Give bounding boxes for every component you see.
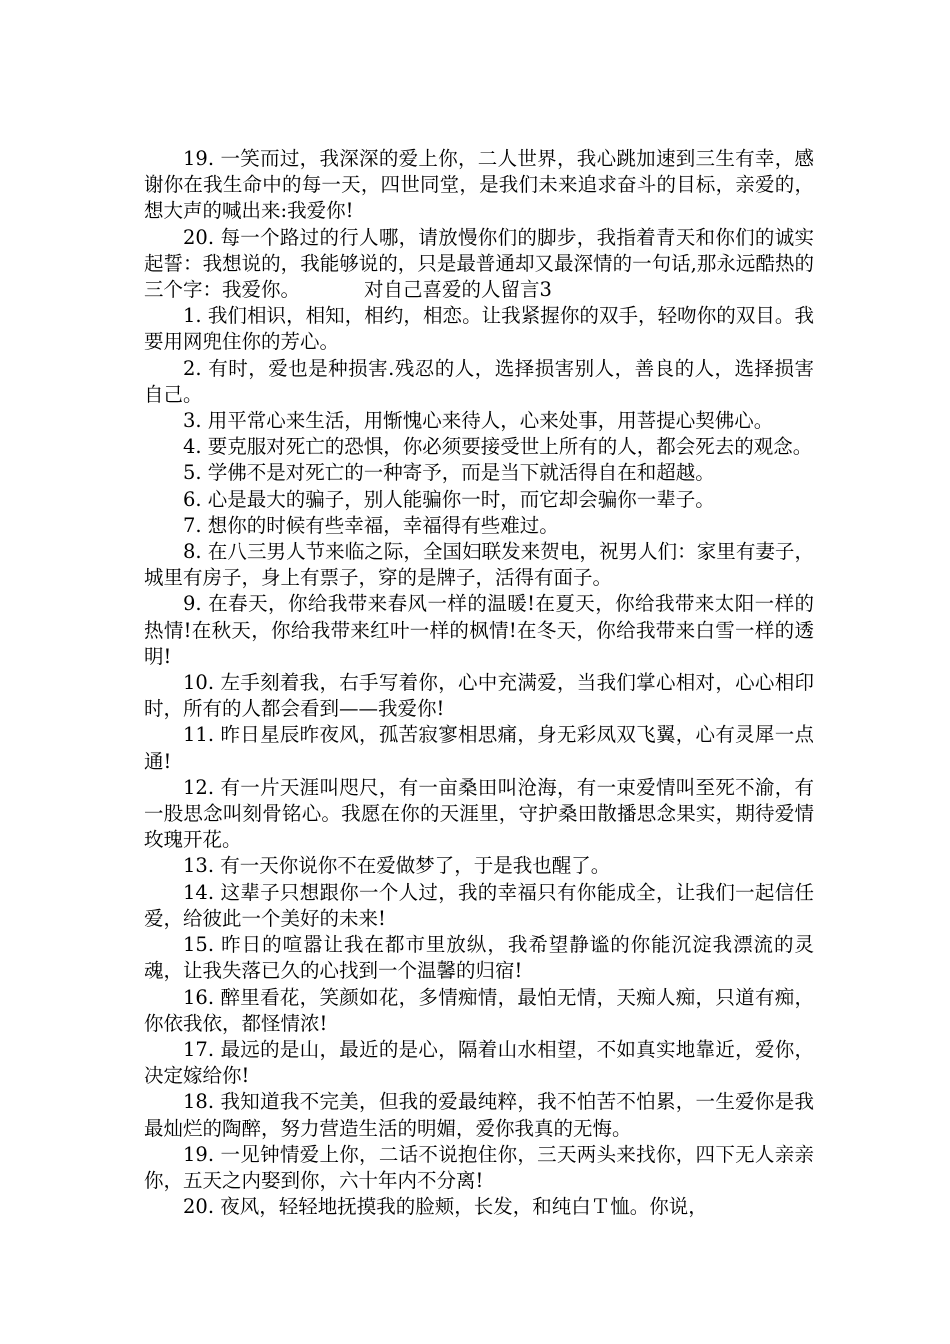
paragraph-13 — [144, 722, 814, 774]
paragraph-11-text: 9. 在春天，你给我带来春风一样的温暖!在夏天，你给我带来太阳一样的热情!在秋天，你给我带来红叶一样的枫情!在冬天，你给我带来白雪一样的透明! — [144, 592, 814, 668]
section-heading: 对自己喜爱的人留言3 — [364, 278, 552, 302]
paragraph-6-text: 4. 要克服对死亡的恐惧，你必须要接受世上所有的人，都会死去的观念。 — [183, 435, 813, 459]
paragraph-16-text: 14. 这辈子只想跟你一个人过，我的幸福只有你能成全，让我们一起信任爱，给彼此一个美好的未来! — [144, 880, 814, 930]
paragraph-14 — [144, 775, 814, 854]
paragraph-2 — [144, 225, 814, 304]
paragraph-8-text: 6. 心是最大的骗子，别人能骗你一时，而它却会骗你一辈子。 — [183, 487, 715, 511]
paragraph-17 — [144, 932, 814, 984]
paragraph-1-text: 19. 一笑而过，我深深的爱上你，二人世界，我心跳加速到三生有幸，感谢你在我生命中的每一天，四世同堂，是我们未来追求奋斗的目标，亲爱的，想大声的喊出来:我爱你! — [144, 147, 814, 223]
paragraph-7 — [144, 460, 814, 486]
paragraph-3-text: 1. 我们相识，相知，相约，相恋。让我紧握你的双手，轻吻你的双目。我要用网兜住你的芳心。 — [144, 304, 814, 354]
paragraph-22-text: 20. 夜风，轻轻地抚摸我的脸颊，长发，和纯白Ｔ恤。你说， — [183, 1195, 708, 1219]
paragraph-21 — [144, 1142, 814, 1194]
paragraph-15-text: 13. 有一天你说你不在爱做梦了，于是我也醒了。 — [183, 854, 611, 878]
paragraph-11 — [144, 591, 814, 670]
paragraph-9-text: 7. 想你的时候有些幸福，幸福得有些难过。 — [183, 513, 559, 537]
paragraph-19-text: 17. 最远的是山，最近的是心，隔着山水相望，不如真实地靠近，爱你，决定嫁给你! — [144, 1037, 814, 1088]
paragraph-18-text: 16. 醉里看花，笑颜如花，多情痴情，最怕无情，天痴人痴，只道有痴，你依我依，都怪情浓! — [144, 985, 814, 1035]
paragraph-4-text: 2. 有时，爱也是种损害.残忍的人，选择损害别人，善良的人，选择损害自己。 — [144, 356, 814, 406]
paragraph-16 — [144, 880, 814, 932]
document-page — [144, 146, 814, 1220]
paragraph-20 — [144, 1089, 814, 1141]
paragraph-18 — [144, 985, 814, 1037]
paragraph-13-text: 11. 昨日星辰昨夜风，孤苦寂寥相思痛，身无彩凤双飞翼，心有灵犀一点通! — [144, 723, 814, 773]
paragraph-9 — [144, 513, 814, 539]
paragraph-1 — [144, 146, 814, 225]
paragraph-7-text: 5. 学佛不是对死亡的一种寄予，而是当下就活得自在和超越。 — [183, 461, 715, 485]
paragraph-8 — [144, 487, 814, 513]
paragraph-19 — [144, 1037, 814, 1089]
paragraph-10 — [144, 539, 814, 591]
paragraph-22 — [144, 1194, 814, 1220]
paragraph-20-text: 18. 我知道我不完美，但我的爱最纯粹，我不怕苦不怕累，一生爱你是我最灿烂的陶醉，努力营造生活的明媚，爱你我真的无悔。 — [144, 1090, 814, 1140]
paragraph-12-text: 10. 左手刻着我，右手写着你，心中充满爱，当我们掌心相对，心心相印时，所有的人都会看到——我爱你! — [144, 671, 814, 721]
paragraph-14-text: 12. 有一片天涯叫咫尺，有一亩桑田叫沧海，有一束爱情叫至死不渝，有一股思念叫刻骨铭心。我愿在你的天涯里，守护桑田散播思念果实，期待爱情玫瑰开花。 — [144, 775, 814, 852]
paragraph-12 — [144, 670, 814, 722]
paragraph-10-text: 8. 在八三男人节来临之际，全国妇联发来贺电，祝男人们：家里有妻子，城里有房子，身上有票子，穿的是牌子，活得有面子。 — [144, 540, 814, 590]
paragraph-6 — [144, 434, 814, 460]
paragraph-21-text: 19. 一见钟情爱上你，二话不说抱住你，三天两头来找你，四下无人亲亲你，五天之内娶到你，六十年内不分离! — [144, 1142, 814, 1192]
paragraph-5-text: 3. 用平常心来生活，用惭愧心来待人，心来处事，用菩提心契佛心。 — [183, 409, 774, 433]
paragraph-17-text: 15. 昨日的喧嚣让我在都市里放纵，我希望静谧的你能沉淀我漂流的灵魂，让我失落已久的心找到一个温馨的归宿! — [144, 933, 814, 983]
paragraph-5 — [144, 408, 814, 434]
paragraph-15 — [144, 853, 814, 879]
paragraph-4 — [144, 356, 814, 408]
paragraph-2-text: 20. 每一个路过的行人哪，请放慢你们的脚步，我指着青天和你们的诚实起誓：我想说的，我能够说的，只是最普通却又最深情的一句话,那永远酷热的三个字：我爱你。 — [144, 225, 814, 302]
paragraph-3 — [144, 303, 814, 355]
